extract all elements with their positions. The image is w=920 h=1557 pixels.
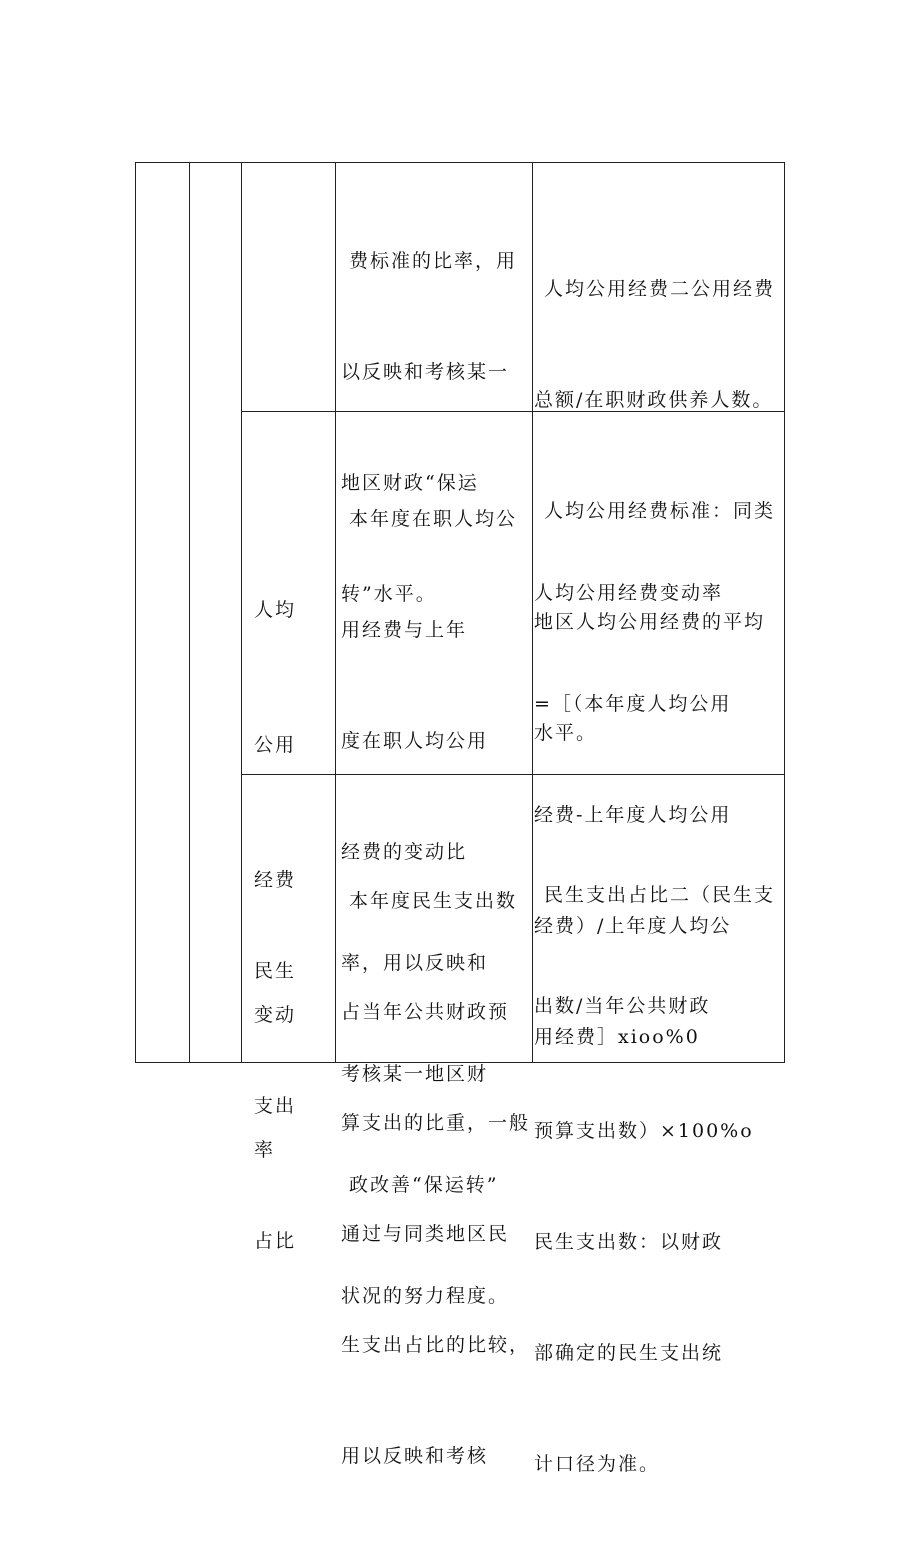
row2-formula: 人均公用经费变动率 =［（本年度人均公用 经费-上年度人均公用 经费）/上年度人均公 用经费］ⅹioo%0 bbox=[534, 582, 732, 1048]
column-divider bbox=[241, 163, 242, 1062]
row1-formula: 人均公用经费二公用经费 总额/在职财政供养人数。 人均公用经费标准：同类 地区人均公用经费的平均 水平。 bbox=[534, 278, 776, 744]
row1-description: 费标准的比率，用 以反映和考核某一 地区财政“保运 转”水平。 bbox=[341, 250, 518, 605]
column-divider bbox=[532, 163, 533, 1062]
row2-indicator-name: 人均 公用 经费 变动 率 bbox=[254, 599, 297, 1161]
column-divider bbox=[335, 163, 336, 1062]
row3-formula: 民生支出占比二（民生支 出数/当年公共财政 预算支出数）×100%o 民生支出数：以财政 部确定的民生支出统 计口径为准。 bbox=[534, 884, 776, 1475]
indicator-table bbox=[135, 162, 785, 1475]
column-divider bbox=[189, 163, 190, 1062]
row3-description: 本年度民生支出数 占当年公共财政预 算支出的比重，一般 通过与同类地区民 生支出占比的比较， 用以反映和考核 bbox=[341, 890, 531, 1467]
row3-indicator-name: 民生 支出 占比 bbox=[254, 960, 297, 1252]
row2-description: 本年度在职人均公 用经费与上年 度在职人均公用 经费的变动比 率，用以反映和 考核某一地区财 政改善“保运转” 状况的努力程度。 bbox=[341, 508, 518, 1307]
